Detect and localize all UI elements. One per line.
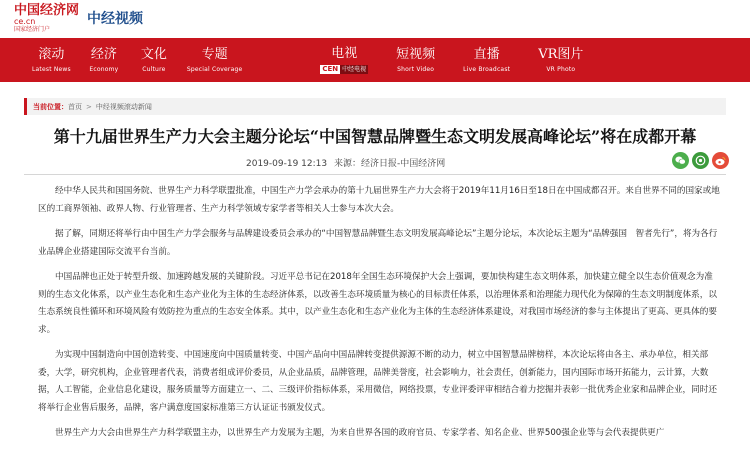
nav-sublabel: Short Video — [397, 66, 435, 73]
article-source: 来源：经济日报-中国经济网 — [333, 159, 446, 169]
nav-item-latest[interactable] — [24, 38, 79, 82]
nav-label: 直播 — [473, 47, 500, 62]
nav-label: 短视频 — [396, 47, 436, 62]
nav-sublabel: Culture — [142, 66, 166, 73]
nav-sublabel: VR Photo — [546, 66, 576, 73]
article-meta — [246, 156, 445, 169]
nav-item-short-video[interactable] — [382, 38, 449, 82]
nav-left-group — [0, 38, 250, 82]
breadcrumb-separator: > — [86, 102, 92, 111]
article-body — [38, 183, 720, 451]
breadcrumb-home-link[interactable]: 首页 — [68, 102, 82, 111]
article-paragraph: 世界生产力大会由世界生产力科学联盟主办，以世界生产力发展为主题，为来自世界各国的政府官员、专家学者、知名企业、世界500强企业等与会代表提供更广 — [55, 428, 665, 438]
logo-domain: ce.cn — [14, 16, 36, 26]
meta-divider — [24, 174, 726, 175]
breadcrumb-label: 当前位置： — [33, 102, 68, 111]
cen-logo — [320, 65, 368, 74]
weibo-icon[interactable] — [712, 152, 729, 169]
nav-right-group — [306, 38, 597, 82]
nav-label: 滚动 — [38, 47, 65, 62]
site-logo[interactable] — [14, 4, 79, 33]
top-header — [0, 0, 750, 36]
breadcrumb-current-link[interactable]: 中经视频滚动新闻 — [95, 102, 152, 111]
article-paragraph: 经中华人民共和国国务院、世界生产力科学联盟批准，中国生产力学会承办的第十九届世界生产力大会将于2019年11月16日至18日在中国成都召开。来自世界不同的国家或地区的工商界领袖、政界人物、行业管理者、生产力科学领域专家学者等相关人士参与本次大会。 — [38, 186, 720, 214]
nav-label: 文化 — [140, 47, 167, 62]
cen-logo-text: CEN — [322, 65, 339, 73]
nav-item-culture[interactable] — [129, 38, 179, 82]
nav-item-live[interactable] — [449, 38, 524, 82]
article-paragraph: 中国品牌也正处于转型升级、加速跨越发展的关键阶段。习近平总书记在2018年全国生态环境保护大会上强调，要加快构建生态文明体系，加快建立健全以生态价值观念为准则的生态文化体系，以产业生态化和生态产业化为主体的生态经济体系，以改善生态环境质量为核心的目标责任体系，以治理体系和治理能力现代化为保障的生态文明制度体系，以生态系统良性循环和环境风险有效防控为重点的生态安全体系。其中，以产业生态化和生态产业化为主体的生态经济体系建设，对我国市场经济的参与主体提出了更高、更具体的要求。 — [38, 272, 717, 335]
article-paragraph: 为实现中国制造向中国创造转变、中国速度向中国质量转变、中国产品向中国品牌转变提供源源不断的动力，树立中国智慧品牌榜样，本次论坛将由各主、承办单位，相关部委，大学，研究机构，企业管理者代表，消费者组成评价委员，从企业品质，品牌管理，品牌美誉度，社会影响力，社会责任，创新能力，国内国际市场开拓能力，云计算，大数据，人工智能，企业信息化建设，服务质量等方面建立一、二、三级评价指标体系，采用微信，网络投票，专业评委评审相结合着力挖掘并表彰一批优秀企业家和品牌企业，同时还将举行企业售后服务，品牌，客户满意度国家标准第三方认证证书颁发仪式。 — [38, 350, 717, 413]
nav-item-special[interactable] — [179, 38, 250, 82]
breadcrumb — [24, 98, 726, 115]
article-datetime: 2019-09-19 12:13 — [246, 159, 328, 169]
cen-logo-sub: 中经电视 — [342, 66, 367, 73]
nav-label: 专题 — [201, 47, 228, 62]
share-buttons — [672, 152, 729, 169]
nav-sublabel: Special Coverage — [186, 66, 243, 73]
wechat-icon[interactable] — [672, 152, 689, 169]
nav-item-tv[interactable] — [306, 38, 382, 82]
article-paragraph: 据了解，同期还将举行由中国生产力学会服务与品牌建设委员会承办的“中国智慧品牌暨生态文明发展高峰论坛”主题分论坛，本次论坛主题为“品牌强国 智者先行”，将为各行业品牌企业搭建国际交流平台当前。 — [38, 229, 718, 257]
nav-label: 电视 — [331, 46, 358, 61]
nav-sublabel: Economy — [89, 66, 119, 73]
nav-sublabel: Latest News — [32, 66, 71, 73]
main-nav — [0, 38, 750, 82]
logo-slogan: 国家经济门户 — [14, 25, 51, 33]
channel-name[interactable]: 中经视频 — [87, 11, 144, 27]
logo-main-text: 中国经济网 — [14, 2, 80, 18]
moments-icon[interactable] — [692, 152, 709, 169]
nav-label: 经济 — [90, 47, 117, 62]
article-title: 第十九届世界生产力大会主题分论坛“中国智慧品牌暨生态文明发展高峰论坛”将在成都开幕 — [53, 127, 697, 146]
nav-item-vr-photo[interactable] — [524, 38, 597, 82]
nav-item-economy[interactable] — [79, 38, 129, 82]
nav-label: VR图片 — [538, 47, 584, 62]
nav-sublabel: Live Broadcast — [463, 66, 511, 73]
